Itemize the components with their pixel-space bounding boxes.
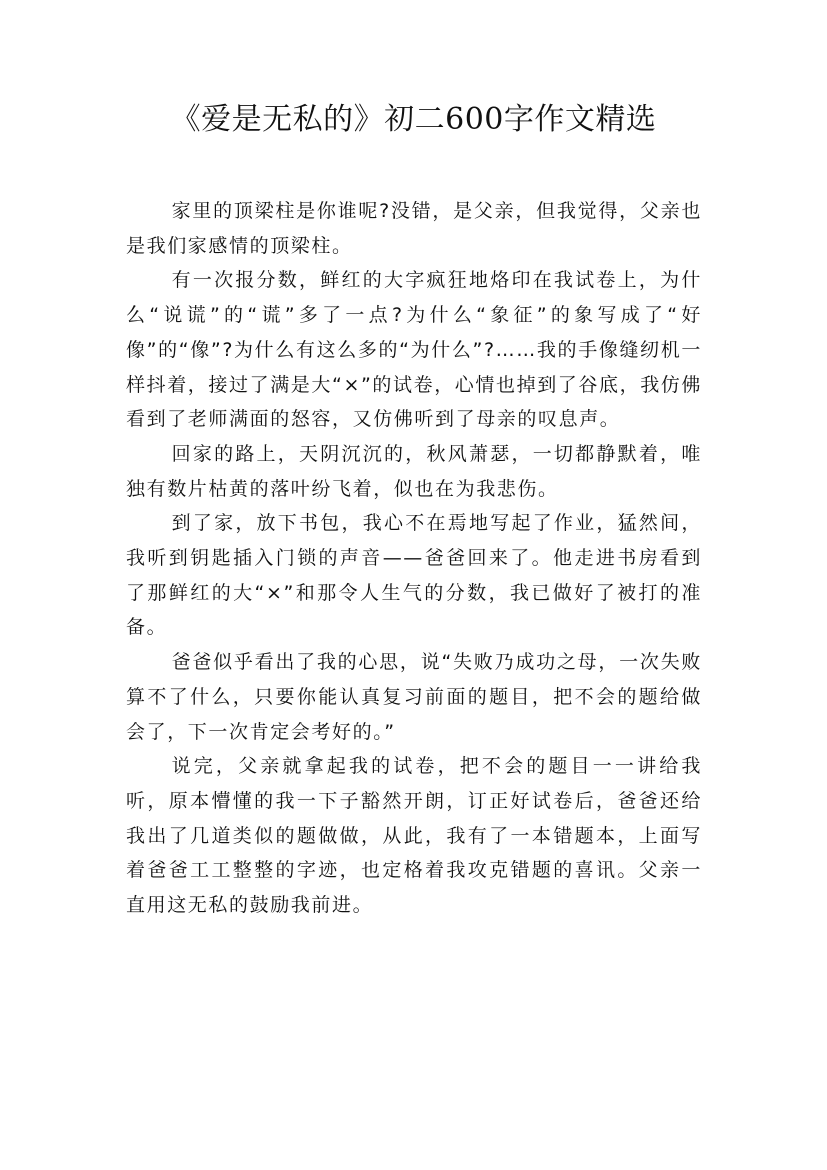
essay-body xyxy=(126,194,702,923)
paragraph: 爸爸似乎看出了我的心思，说“失败乃成功之母，一次失败算不了什么，只要你能认真复习前面的题目，把不会的题给做会了，下一次肯定会考好的。” xyxy=(126,651,702,743)
paragraph: 有一次报分数，鲜红的大字疯狂地烙印在我试卷上，为什么“说谎”的“谎”多了一点?为什么“象征”的象写成了“好像”的“像”?为什么有这么多的“为什么”?……我的手像缝纫机一样抖着，接过了满是大“×”的试卷，心情也掉到了谷底，我仿佛看到了老师满面的怒容，又仿佛听到了母亲的叹息声。 xyxy=(126,269,703,431)
document-title: 《爱是无私的》初二600字作文精选 xyxy=(170,102,657,137)
paragraph: 家里的顶梁柱是你谁呢?没错，是父亲，但我觉得，父亲也是我们家感情的顶梁柱。 xyxy=(126,200,702,257)
paragraph: 到了家，放下书包，我心不在焉地写起了作业，猛然间，我听到钥匙插入门锁的声音——爸爸回来了。他走进书房看到了那鲜红的大“×”和那令人生气的分数，我已做好了被打的准备。 xyxy=(126,512,702,639)
paragraph: 说完，父亲就拿起我的试卷，把不会的题目一一讲给我听，原本懵懂的我一下子豁然开朗，订正好试卷后，爸爸还给我出了几道类似的题做做，从此，我有了一本错题本，上面写着爸爸工工整整的字迹，也定格着我攻克错题的喜讯。父亲一直用这无私的鼓励我前进。 xyxy=(126,755,702,917)
paragraph: 回家的路上，天阴沉沉的，秋风萧瑟，一切都静默着，唯独有数片枯黄的落叶纷飞着，似也在为我悲伤。 xyxy=(126,442,702,500)
